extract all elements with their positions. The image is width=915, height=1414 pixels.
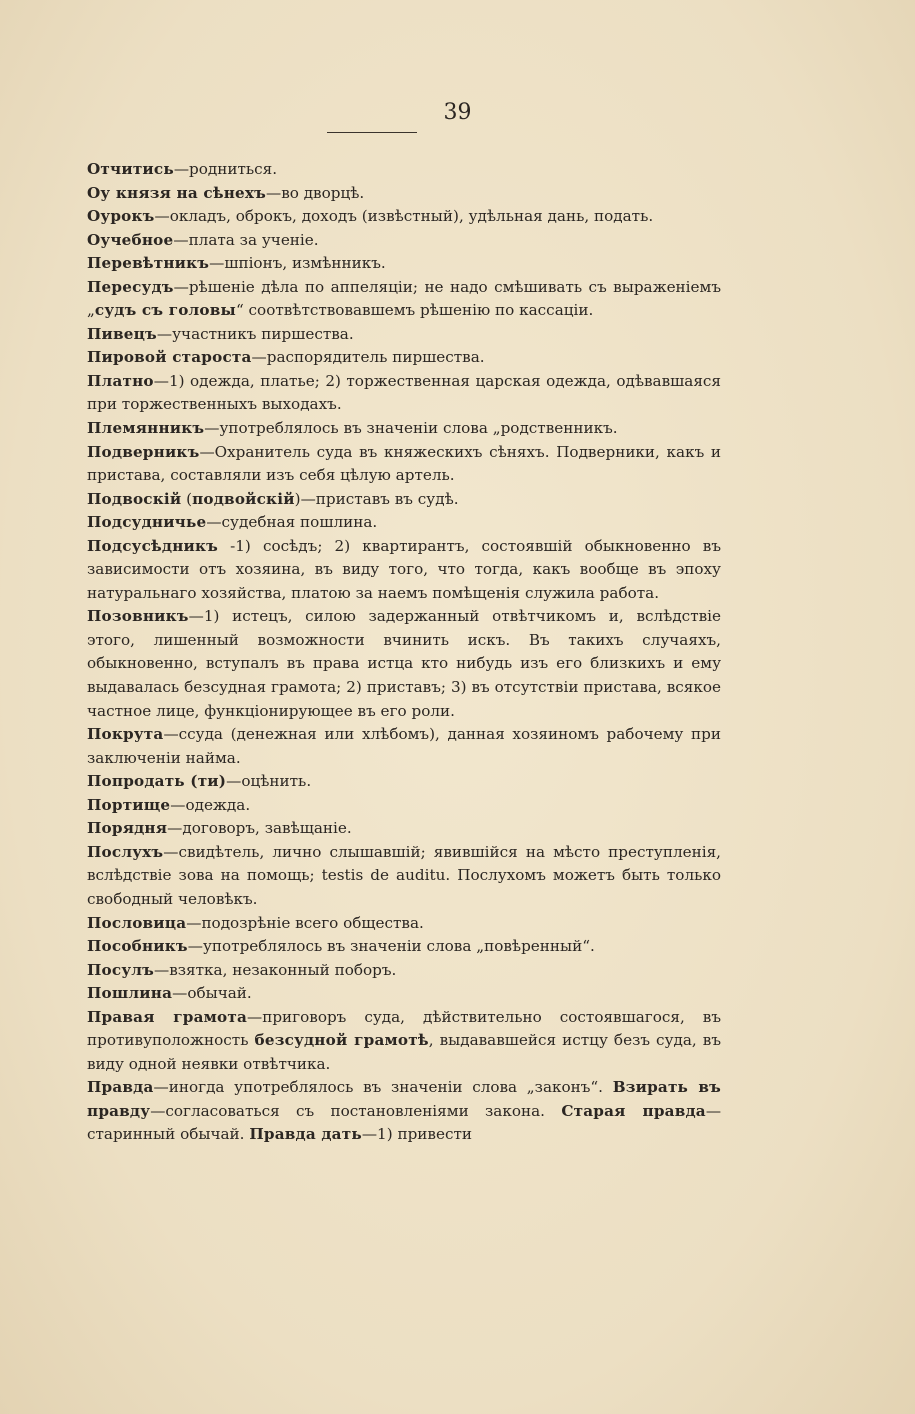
entry-headword: Правда дать: [249, 1125, 362, 1144]
entry-headword: Подсусѣдникъ: [87, 536, 219, 555]
entry-headword: Позовникъ: [87, 607, 189, 626]
glossary-entry: [87, 346, 721, 370]
entry-headword: безсудной грамотѣ: [254, 1031, 429, 1050]
entry-definition: —1) привести: [361, 1125, 472, 1144]
entry-definition: —распорядитель пиршества.: [251, 348, 485, 367]
entry-headword: Подверникъ: [87, 442, 200, 461]
entry-definition: —ссуда (денежная или хлѣбомъ), данная хозяиномъ рабочему при заключеніи найма.: [87, 725, 721, 767]
entry-headword: Пошлина: [87, 984, 173, 1003]
entry-definition: —иногда употреблялось въ значеніи слова „законъ“.: [153, 1078, 613, 1097]
entry-definition: —старинный обычай.: [87, 1101, 721, 1144]
entry-definition: (: [181, 489, 193, 508]
glossary-entry: [87, 605, 721, 723]
glossary-entry: [87, 723, 721, 770]
glossary-entry: [87, 252, 721, 276]
glossary-entry: [87, 229, 721, 253]
entry-headword: Оу князя на сѣнехъ: [87, 183, 266, 202]
glossary-entry: [87, 205, 721, 229]
page-number: 39: [443, 100, 472, 125]
entry-headword: Взирать въ правду: [87, 1078, 721, 1120]
entry-definition: —взятка, незаконный поборъ.: [154, 960, 397, 979]
entry-headword: Порядня: [87, 819, 168, 838]
entry-headword: Пивецъ: [87, 324, 157, 343]
entry-definition: —оцѣнить.: [226, 772, 312, 791]
entry-headword: Правда: [87, 1078, 154, 1097]
entry-headword: подвойскій: [192, 489, 295, 508]
entry-definition: —окладъ, оброкъ, доходъ (извѣстный), удѣльная дань, подать.: [154, 207, 654, 226]
glossary-entry: [87, 417, 721, 441]
glossary-entry: [87, 441, 721, 488]
entry-headword: Посулъ: [87, 960, 155, 979]
entry-headword: Старая правда: [561, 1101, 706, 1120]
entry-headword: Перевѣтникъ: [87, 254, 210, 273]
entry-headword: Платно: [87, 371, 154, 390]
glossary-entry: [87, 841, 721, 912]
glossary-text: [87, 158, 721, 1147]
glossary-entry: [87, 817, 721, 841]
entry-headword: Оурокъ: [87, 207, 155, 226]
glossary-entry: [87, 912, 721, 936]
entry-definition: )—приставъ въ судѣ.: [294, 489, 459, 508]
glossary-entry: [87, 935, 721, 959]
glossary-entry: [87, 323, 721, 347]
entry-definition: —Охранитель суда въ княжескихъ сѣняхъ. Подверники, какъ и пристава, составляли изъ себя цѣлую артель.: [87, 442, 721, 485]
entry-headword: Оучебное: [87, 230, 174, 249]
entry-definition: —рѣшеніе дѣла по аппеляціи; не надо смѣшивать съ выраженіемъ „: [87, 277, 721, 320]
entry-definition: —во дворцѣ.: [266, 183, 365, 202]
entry-definition: —1) одежда, платье; 2) торжественная царская одежда, одѣвавшаяся при торжественныхъ выходахъ.: [87, 371, 721, 414]
entry-definition: —употреблялось въ значеніи слова „повѣренный“.: [187, 937, 595, 956]
entry-definition: , выдававшейся истцу безъ суда, въ виду одной неявки отвѣтчика.: [87, 1031, 721, 1073]
entry-headword: Подвоскій: [87, 489, 182, 508]
glossary-entry: [87, 535, 721, 606]
entry-definition: —употреблялось въ значеніи слова „родственникъ.: [204, 419, 618, 438]
entry-headword: Отчитись: [87, 160, 174, 178]
glossary-entry: [87, 511, 721, 535]
header-rule: [327, 132, 417, 133]
entry-definition: —родниться.: [173, 160, 278, 178]
entry-headword: Правая грамота: [87, 1007, 248, 1026]
entry-definition: —шпіонъ, измѣнникъ.: [209, 254, 386, 273]
glossary-entry: [87, 770, 721, 794]
entry-headword: судъ съ головы: [94, 301, 236, 320]
entry-headword: Попродать (ти): [87, 772, 227, 791]
entry-definition: —свидѣтель, лично слышавшій; явившійся на мѣсто преступленія, вслѣдствіе зова на помощь; testis de auditu. Послухомъ можетъ быть только свободный человѣкъ.: [87, 842, 721, 908]
glossary-entry: [87, 959, 721, 983]
entry-definition: —подозрѣніе всего общества.: [186, 913, 424, 932]
entry-headword: Подсудничье: [87, 513, 207, 532]
glossary-entry: [87, 1006, 721, 1077]
glossary-entry: [87, 182, 721, 206]
glossary-entry: [87, 794, 721, 818]
entry-headword: Послухъ: [87, 842, 164, 861]
entry-definition: —одежда.: [170, 795, 251, 814]
entry-definition: -1) сосѣдъ; 2) квартирантъ, состоявшій обыкновенно въ зависимости отъ хозяина, въ виду того, что тогда, какъ вообще въ эпоху натуральнаго хозяйства, платою за наемъ помѣщенія служила работа.: [87, 536, 721, 602]
glossary-entry: [87, 158, 721, 182]
entry-headword: Пересудъ: [87, 277, 174, 296]
entry-headword: Портище: [87, 795, 171, 814]
glossary-entry: [87, 488, 721, 512]
entry-definition: “ соотвѣтствовавшемъ рѣшенію по кассаціи.: [235, 301, 594, 320]
entry-definition: —обычай.: [172, 984, 252, 1003]
entry-definition: —плата за ученіе.: [173, 230, 319, 249]
entry-definition: —участникъ пиршества.: [156, 324, 354, 343]
entry-headword: Пировой староста: [87, 348, 252, 367]
entry-definition: —приговоръ суда, дѣйствительно состоявшагося, въ противуположность: [87, 1007, 721, 1050]
entry-definition: —договоръ, завѣщаніе.: [167, 819, 352, 838]
entry-definition: —согласоваться съ постановленіями закона.: [150, 1101, 562, 1120]
entry-headword: Пословица: [87, 913, 187, 932]
glossary-entry: [87, 982, 721, 1006]
glossary-entry: [87, 1076, 721, 1147]
entry-definition: —1) истецъ, силою задержанный отвѣтчикомъ и, вслѣдствіе этого, лишенный возможности вчинить искъ. Въ такихъ случаяхъ, обыкновенно, вступалъ въ права истца кто нибудь изъ его близкихъ и ему выдавалась безсудная грамота; 2) приставъ; 3) въ отсутствіи пристава, всякое частное лице, функціонирующее въ его роли.: [87, 607, 721, 720]
glossary-entry: [87, 276, 721, 323]
entry-definition: —судебная пошлина.: [206, 513, 378, 532]
entry-headword: Пособникъ: [87, 937, 188, 956]
entry-headword: Покрута: [87, 725, 164, 744]
entry-headword: Племянникъ: [87, 419, 205, 438]
glossary-entry: [87, 370, 721, 417]
